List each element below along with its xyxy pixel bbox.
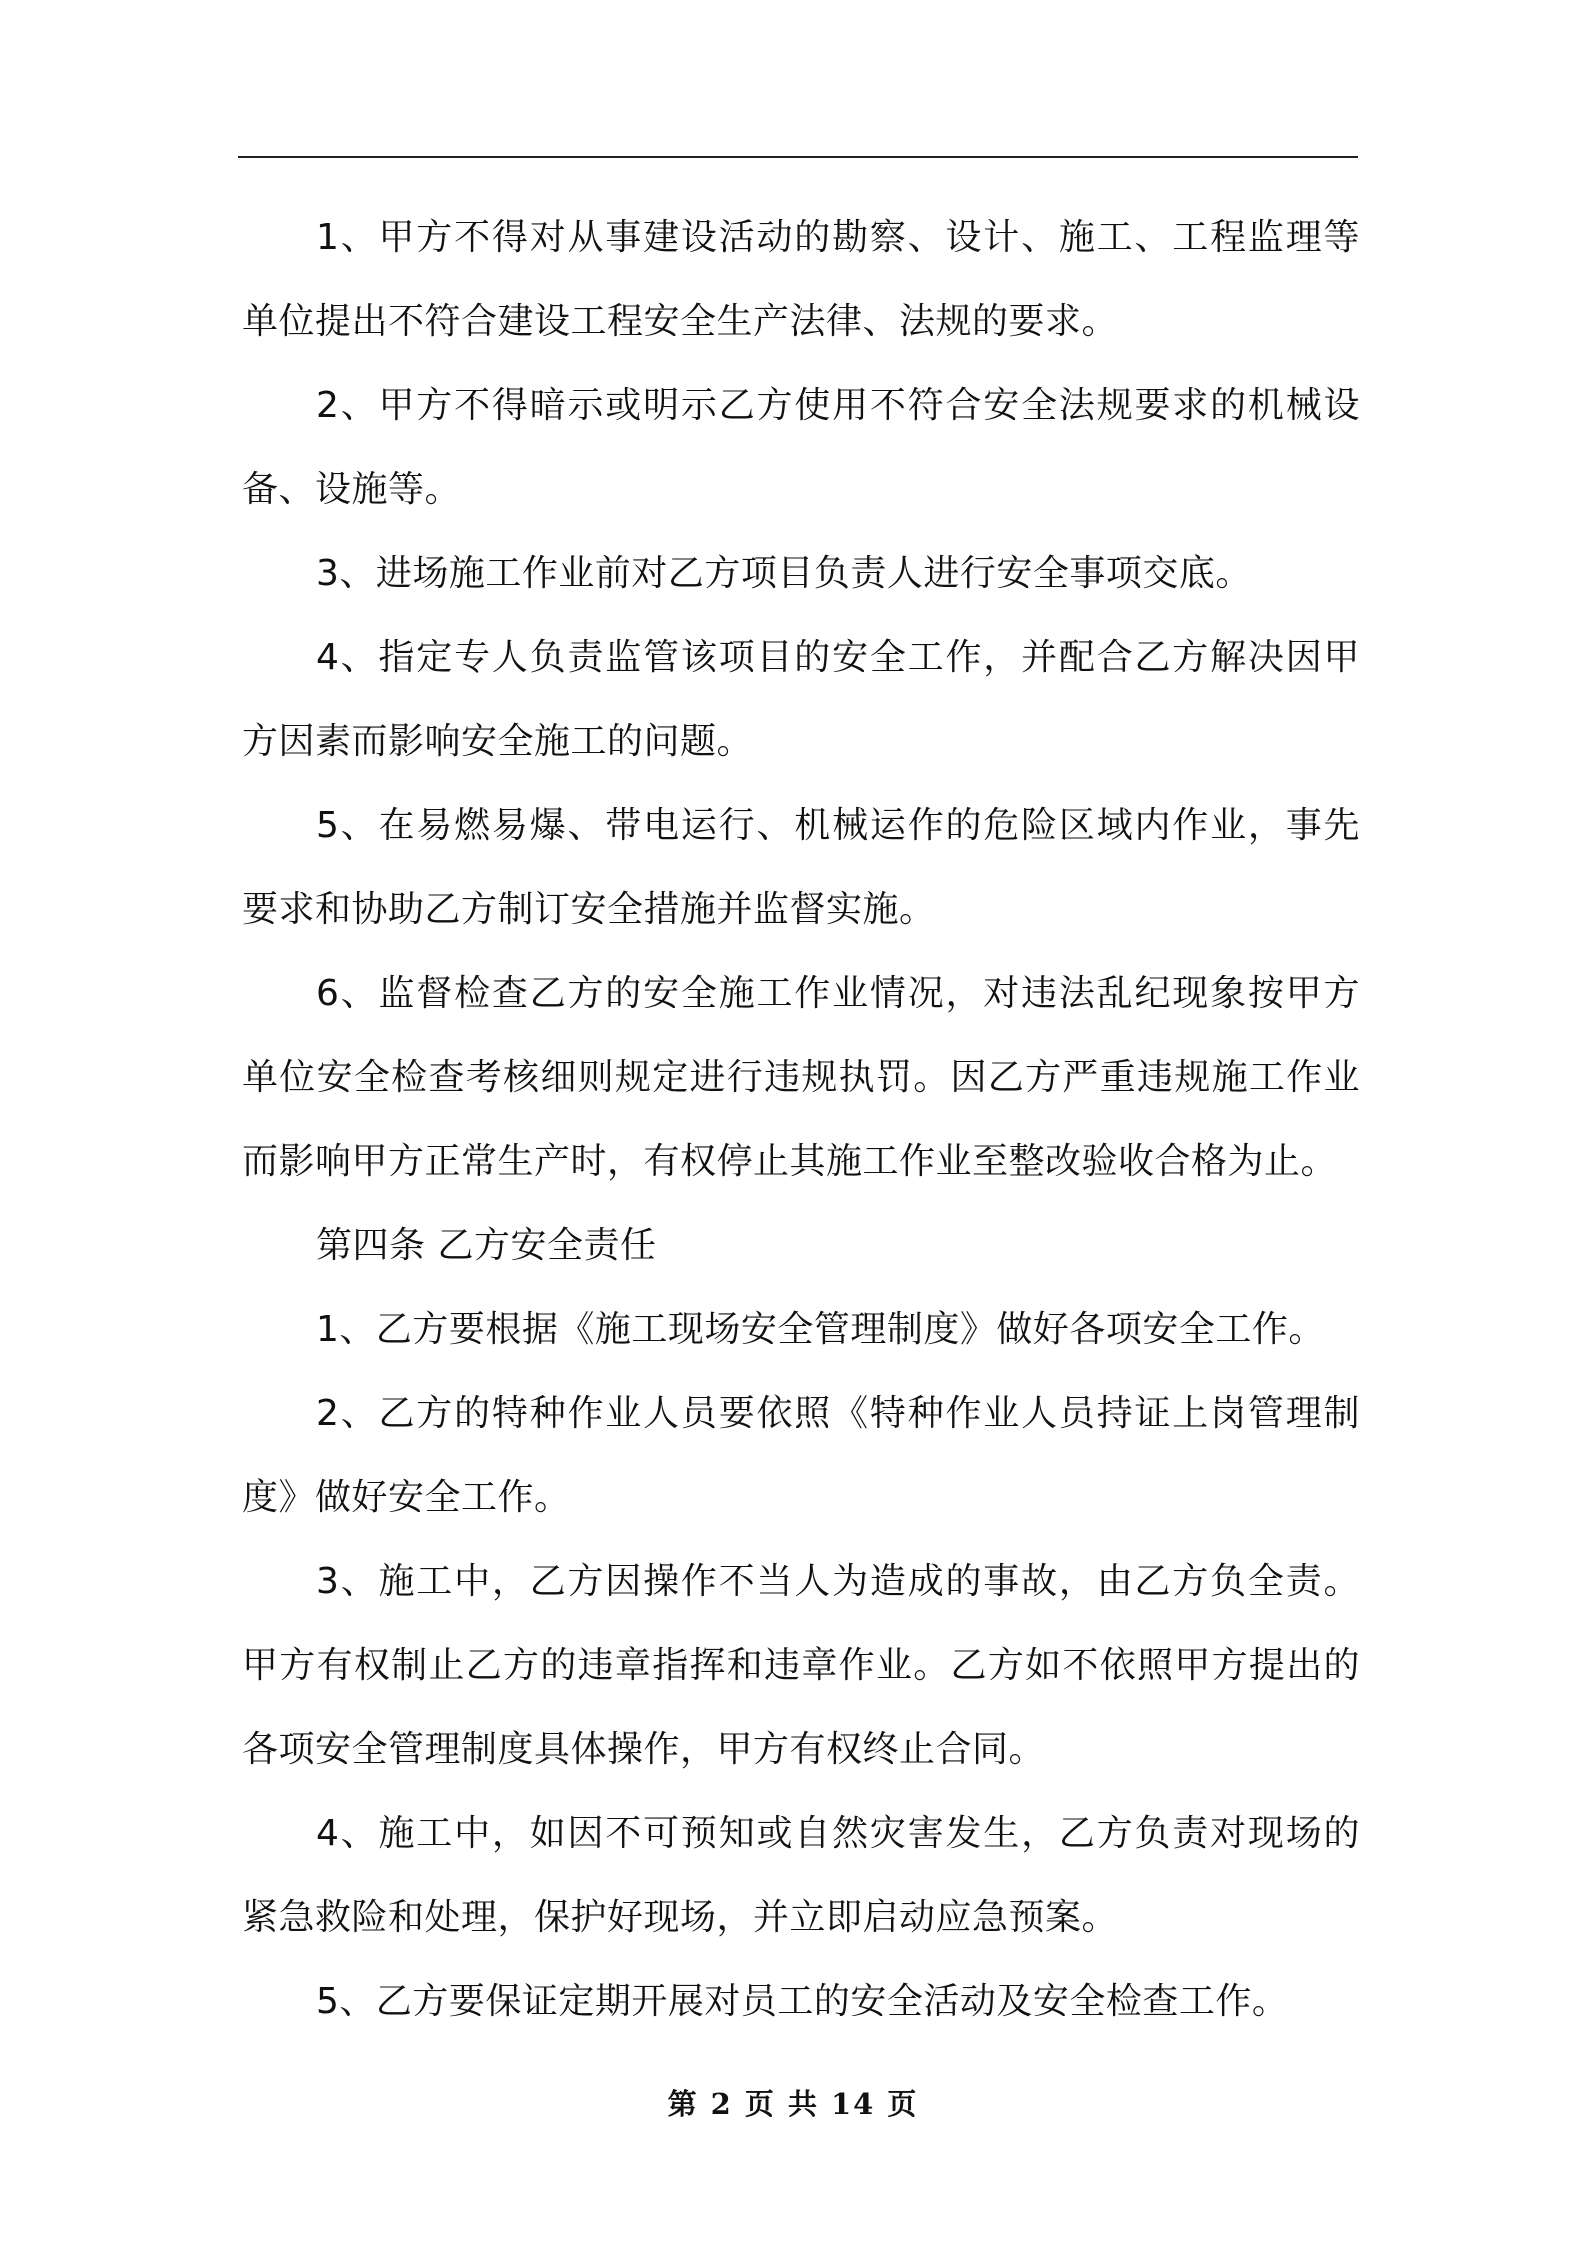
clause-jia-5: 5、在易燃易爆、带电运行、机械运作的危险区域内作业，事先要求和协助乙方制订安全措施并监督实施。 <box>242 805 1360 930</box>
footer-prefix: 第 <box>667 2087 699 2121</box>
clause-jia-4: 4、指定专人负责监管该项目的安全工作，并配合乙方解决因甲方因素而影响安全施工的问题。 <box>242 637 1360 762</box>
clause-yi-4: 4、施工中，如因不可预知或自然灾害发生，乙方负责对现场的紧急救险和处理，保护好现场，并立即启动应急预案。 <box>242 1813 1360 1938</box>
page-number-footer <box>0 2082 1586 2123</box>
clause-yi-2: 2、乙方的特种作业人员要依照《特种作业人员持证上岗管理制度》做好安全工作。 <box>242 1393 1360 1518</box>
footer-total-pages: 14 <box>830 2087 876 2121</box>
footer-middle: 页 共 <box>744 2087 819 2121</box>
clause-jia-3: 3、进场施工作业前对乙方项目负责人进行安全事项交底。 <box>316 553 1252 594</box>
header-rule <box>238 156 1358 158</box>
footer-suffix: 页 <box>887 2087 919 2121</box>
document-body <box>242 196 1360 2044</box>
clause-yi-3: 3、施工中，乙方因操作不当人为造成的事故，由乙方负全责。甲方有权制止乙方的违章指挥和违章作业。乙方如不依照甲方提出的各项安全管理制度具体操作，甲方有权终止合同。 <box>242 1561 1360 1770</box>
clause-yi-1: 1、乙方要根据《施工现场安全管理制度》做好各项安全工作。 <box>316 1309 1325 1350</box>
clause-jia-2: 2、甲方不得暗示或明示乙方使用不符合安全法规要求的机械设备、设施等。 <box>242 385 1360 510</box>
clause-yi-5: 5、乙方要保证定期开展对员工的安全活动及安全检查工作。 <box>316 1981 1289 2022</box>
clause-jia-1: 1、甲方不得对从事建设活动的勘察、设计、施工、工程监理等单位提出不符合建设工程安全生产法律、法规的要求。 <box>242 217 1360 342</box>
clause-jia-6: 6、监督检查乙方的安全施工作业情况，对违法乱纪现象按甲方单位安全检查考核细则规定进行违规执罚。因乙方严重违规施工作业而影响甲方正常生产时，有权停止其施工作业至整改验收合格为止。 <box>242 973 1360 1182</box>
section-heading-article-4: 第四条 乙方安全责任 <box>316 1225 657 1266</box>
footer-current-page: 2 <box>710 2087 733 2121</box>
